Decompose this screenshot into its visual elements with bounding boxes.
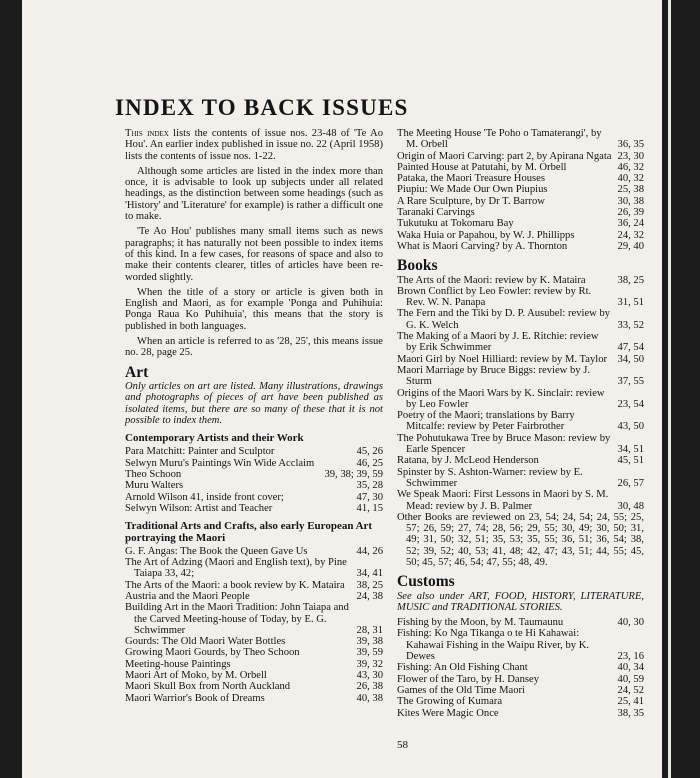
index-entry: Maori Skull Box from North Auckland 26, 38: [125, 681, 383, 693]
index-entry: Piupiu: We Made Our Own Piupius 25, 38: [397, 184, 644, 196]
index-entry: Arnold Wilson 41, inside front cover; 47, 30: [125, 491, 383, 503]
intro-paragraph: Although some articles are listed in the index more than once, it is advisable to look up subjects under all related headings, as the distinction between some headings (such as 'History' and 'Literature' for example) is rather a difficult one to make.: [125, 165, 383, 223]
index-entry: Taranaki Carvings 26, 39: [397, 207, 644, 219]
facing-page-edge: [668, 0, 671, 778]
index-entry: Para Matchitt: Painter and Sculptor 45, 26: [125, 446, 383, 458]
traditional-list: [125, 546, 383, 704]
index-entry: Painted House at Patutahi, by M. Orbell 46, 32: [397, 161, 644, 173]
contemporary-list: [125, 446, 383, 514]
index-entry: The Pohutukawa Tree by Bruce Mason: review by Earle Spencer 34, 51: [397, 432, 644, 456]
index-entry: Meeting-house Paintings 39, 32: [125, 658, 383, 670]
section-heading-art: Art: [125, 363, 149, 381]
index-entry: Pataka, the Maori Treasure Houses 40, 32: [397, 173, 644, 185]
index-entry: Games of the Old Time Maori 24, 52: [397, 684, 644, 696]
customs-list: [397, 617, 644, 719]
index-entry: Brown Conflict by Leo Fowler: review by Rt. Rev. W. N. Panapa 31, 51: [397, 285, 644, 309]
index-entry: The Making of a Maori by J. E. Ritchie: review by Erik Schwimmer 47, 54: [397, 331, 644, 354]
index-entry: Maori Warrior's Book of Dreams 40, 38: [125, 692, 383, 704]
subheading-traditional-arts: Traditional Arts and Crafts, also early European Art portraying the Maori: [125, 520, 373, 544]
index-entry: Kites Were Magic Once 38, 35: [397, 707, 644, 719]
index-entry: The Meeting House 'Te Poho o Tamaterangi', by M. Orbell 36, 35: [397, 128, 644, 151]
index-entry: A Rare Sculpture, by Dr T. Barrow 30, 38: [397, 195, 644, 207]
index-entry: The Arts of the Maori: review by K. Mataira 38, 25: [397, 274, 644, 286]
index-entry: Selwyn Muru's Paintings Win Wide Acclaim 46, 25: [125, 457, 383, 469]
index-entry: Theo Schoon 39, 38; 39, 59: [125, 469, 383, 481]
index-entry: Austria and the Maori People 24, 38: [125, 590, 383, 602]
index-entry: Spinster by S. Ashton-Warner: review by E. Schwimmer 26, 57: [397, 466, 644, 489]
index-entry: The Art of Adzing (Maori and English text), by Pine Taiapa 33, 42; 34, 41: [125, 557, 383, 580]
subheading-contemporary-artists: Contemporary Artists and their Work: [125, 432, 304, 445]
index-entry: Maori Marriage by Bruce Biggs: review by J. Sturm 37, 55: [397, 364, 644, 388]
intro-lead: This index: [125, 128, 169, 139]
art-continued-list: [397, 128, 644, 252]
index-entry: Maori Girl by Noel Hilliard: review by M. Taylor 34, 50: [397, 353, 644, 365]
left-column: [125, 128, 383, 704]
index-entry: Flower of the Taro, by H. Dansey 40, 59: [397, 673, 644, 685]
index-entry: Ratana, by J. McLeod Henderson 45, 51: [397, 455, 644, 467]
intro-paragraph: When an article is referred to as '28, 25', this means issue no. 28, page 25.: [125, 336, 383, 359]
intro-paragraph: This index lists the contents of issue nos. 23-48 of 'Te Ao Hou'. An earlier index published in issue no. 22 (April 1958) lists the contents of issue nos. 1-22.: [125, 128, 383, 162]
index-entry: Fishing: Ko Nga Tikanga o te Hi Kahawai: Kahawai Fishing in the Waipu River, by K. Dewes 23, 16: [397, 628, 644, 663]
index-entry: Fishing: An Old Fishing Chant 40, 34: [397, 662, 644, 674]
index-entry: The Fern and the Tiki by D. P. Ausubel: review by G. K. Welch 33, 52: [397, 308, 644, 331]
index-entry: Origin of Maori Carving: part 2, by Apirana Ngata 23, 30: [397, 150, 644, 162]
index-entry: Poetry of the Maori; translations by Barry Mitcalfe: review by Peter Fairbrother 43, 50: [397, 410, 644, 433]
index-entry: Building Art in the Maori Tradition: John Taiapa and the Carved Meeting-house of Today, by E. G. Schwimmer 28, 31: [125, 602, 383, 636]
page-number: 58: [397, 739, 408, 751]
index-entry: Muru Walters 35, 28: [125, 480, 383, 492]
section-heading-books: Books: [397, 257, 438, 275]
section-heading-customs: Customs: [397, 573, 455, 591]
index-entry: Maori Art of Moko, by M. Orbell 43, 30: [125, 670, 383, 682]
index-entry: We Speak Maori: First Lessons in Maori by S. M. Mead: review by J. B. Palmer 30, 48: [397, 489, 644, 512]
index-entry: Fishing by the Moon, by M. Taumaunu 40, 30: [397, 617, 644, 629]
art-note: Only articles on art are listed. Many illustrations, drawings and photographs of pieces of art have been published as isolated items, but there are so many of these that it is not possible to index them.: [125, 380, 383, 426]
page-title: INDEX TO BACK ISSUES: [115, 95, 409, 120]
intro-paragraph: When the title of a story or article is given both in English and Maori, as for example 'Ponga and Puhihuia: Ponga Raua Ko Puhihuia', this means that the story is published in both languages.: [125, 286, 383, 332]
customs-note: See also under ART, FOOD, HISTORY, LITERATURE, MUSIC and TRADITIONAL STORIES.: [397, 590, 644, 613]
index-entry: Selwyn Wilson: Artist and Teacher 41, 15: [125, 502, 383, 514]
index-entry: The Growing of Kumara 25, 41: [397, 696, 644, 708]
right-column: [397, 128, 644, 719]
index-entry: Tukutuku at Tokomaru Bay 36, 24: [397, 218, 644, 230]
index-entry: Origins of the Maori Wars by K. Sinclair: review by Leo Fowler 23, 54: [397, 387, 644, 410]
books-list: [397, 275, 644, 569]
index-entry: The Arts of the Maori: a book review by K. Mataira 38, 25: [125, 579, 383, 591]
index-entry: Growing Maori Gourds, by Theo Schoon 39, 59: [125, 647, 383, 659]
index-entry: Gourds: The Old Maori Water Bottles 39, 38: [125, 636, 383, 648]
index-entry: What is Maori Carving? by A. Thornton 29, 40: [397, 240, 644, 252]
index-entry: G. F. Angas: The Book the Queen Gave Us 44, 26: [125, 545, 383, 557]
other-books-entry: Other Books are reviewed on 23, 54; 24, 54; 24, 55; 25, 57; 26, 59; 27, 74; 28, 56; 29, 55; 30, 49; 30, 50; 31, 49; 31, 50; 32, 51; 35, 53; 35, 55; 36, 51; 36, 54; 38, 52; 39, 52; 40, 53; 41, 48; 42, 47; 43, 51; 44, 55; 45, 50; 45, 57; 46, 54; 47, 55; 48, 49.: [397, 511, 644, 568]
index-entry: Waka Huia or Papahou, by W. J. Phillipps 24, 32: [397, 229, 644, 241]
intro-paragraph: 'Te Ao Hou' publishes many small items such as news paragraphs; it has naturally not been possible to index items of this kind. In a few cases, for reasons of space and also to make their contents clearer, titles of articles have been re-worded slightly.: [125, 226, 383, 283]
